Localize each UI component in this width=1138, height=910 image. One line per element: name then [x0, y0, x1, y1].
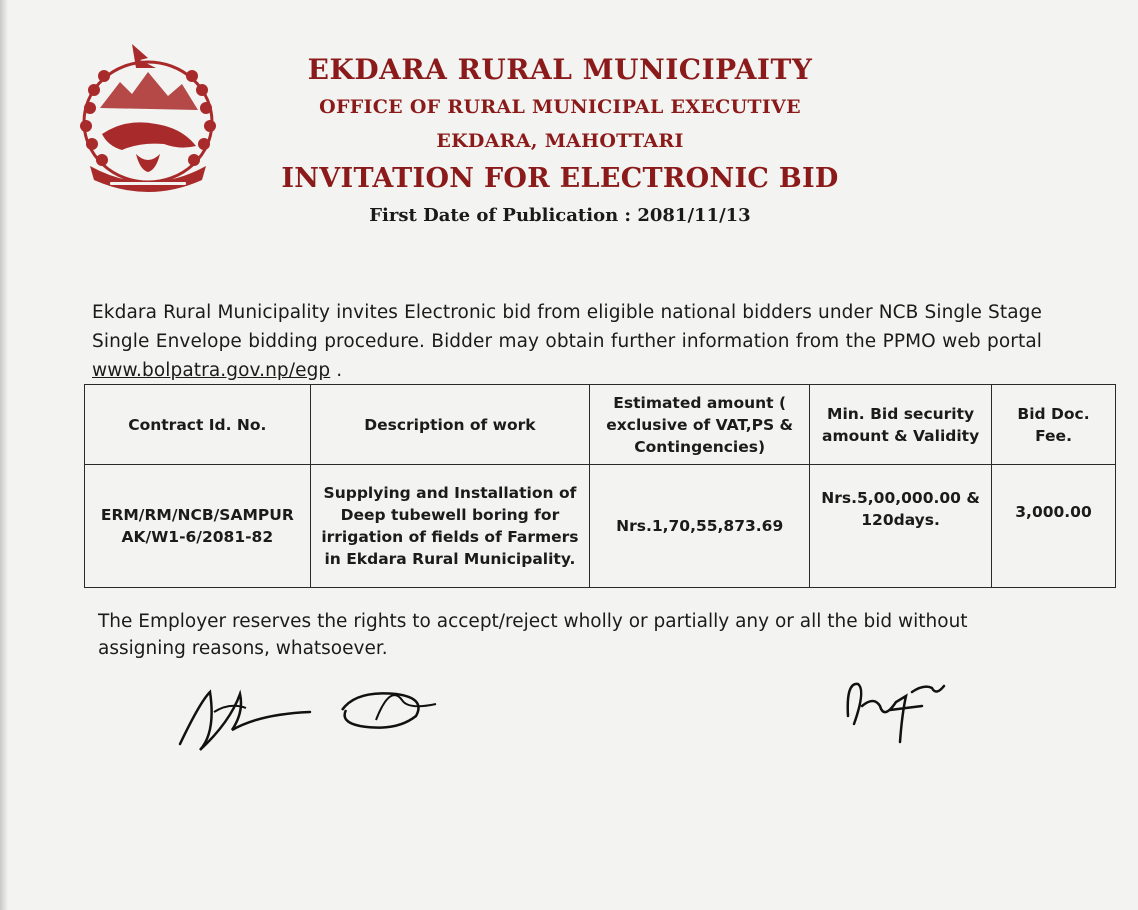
table-row	[85, 465, 1116, 588]
cell-doc-fee: 3,000.00	[992, 465, 1116, 588]
page-edge-shadow	[0, 0, 8, 910]
header-bid-security: Min. Bid security amount & Validity	[810, 385, 992, 465]
ppmo-portal-link[interactable]: www.bolpatra.gov.np/egp	[92, 360, 331, 381]
signature-3	[840, 666, 950, 746]
publication-date: First Date of Publication : 2081/11/13	[369, 205, 751, 226]
table-header-row	[85, 385, 1116, 465]
intro-text-end: .	[330, 360, 343, 381]
nepal-emblem-icon	[70, 38, 226, 194]
letterhead	[270, 50, 850, 232]
cell-estimated-amount: Nrs.1,70,55,873.69	[590, 465, 810, 588]
cell-bid-security: Nrs.5,00,000.00 & 120days.	[810, 465, 992, 588]
intro-text: Ekdara Rural Municipality invites Electronic bid from eligible national bidders under NCB Single Stage Single Envelope bidding procedure. Bidder may obtain further information from the PPMO web portal	[92, 302, 1042, 352]
office-title: OFFICE OF RURAL MUNICIPAL EXECUTIVE	[319, 96, 801, 118]
header-doc-fee: Bid Doc. Fee.	[992, 385, 1116, 465]
header-contract-id: Contract Id. No.	[85, 385, 311, 465]
cell-contract-id: ERM/RM/NCB/SAMPURAK/W1-6/2081-82	[85, 465, 311, 588]
header-estimated-amount: Estimated amount ( exclusive of VAT,PS & Contingencies)	[590, 385, 810, 465]
bid-table	[84, 384, 1116, 588]
signature-1	[170, 672, 320, 762]
notice-title: INVITATION FOR ELECTRONIC BID	[281, 163, 839, 194]
cell-description: Supplying and Installation of Deep tubewell boring for irrigation of fields of Farmers in Ekdara Rural Municipality.	[310, 465, 590, 588]
employer-reservation-note: The Employer reserves the rights to accept/reject wholly or partially any or all the bid without assigning reasons, whatsoever.	[98, 611, 968, 659]
municipality-title: EKDARA RURAL MUNICIPAITY	[307, 53, 813, 86]
location-title: EKDARA, MAHOTTARI	[436, 130, 684, 152]
header-description: Description of work	[310, 385, 590, 465]
intro-paragraph	[92, 298, 1042, 385]
signature-2	[336, 680, 446, 740]
